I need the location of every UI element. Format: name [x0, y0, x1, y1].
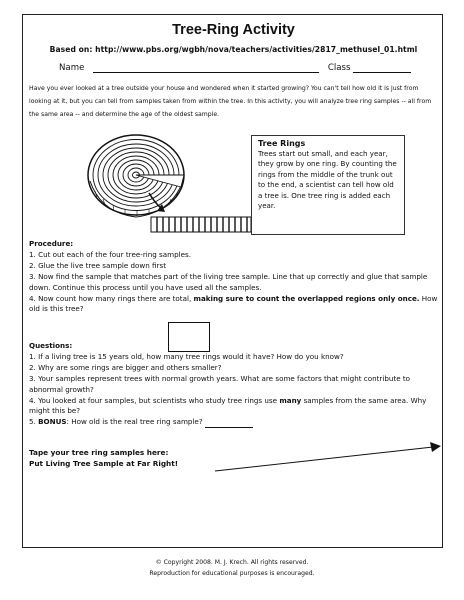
questions-heading: Questions:: [29, 341, 73, 350]
procedure-step-3: 3. Now find the sample that matches part of the living tree sample. Line that up correctly and glue that sample down. Continue this process until you have used all the samples.: [29, 271, 428, 292]
reproduction-line: Reproduction for educational purposes is encouraged.: [149, 569, 315, 577]
source-link[interactable]: Based on: http://www.pbs.org/wgbh/nova/teachers/activities/2817_methusel_01.html: [49, 45, 418, 54]
page-title: Tree-Ring Activity: [172, 22, 295, 38]
q5-number: 5.: [29, 417, 39, 427]
copyright-line: © Copyright 2008. M. J. Krech. All rights reserved.: [155, 559, 309, 566]
tape-line-2: Put Living Tree Sample at Far Right!: [29, 458, 179, 468]
class-blank[interactable]: [353, 63, 411, 73]
copyright-footer: [0, 558, 464, 579]
question-5: [29, 417, 439, 428]
tree-rings-info-box: [251, 135, 405, 235]
q4-text: 4. You looked at four samples, but scientists who study tree rings use: [29, 395, 280, 405]
bonus-answer-blank[interactable]: [205, 419, 253, 428]
procedure-step-1: 1. Cut out each of the four tree-ring samples.: [29, 249, 192, 259]
worksheet-page: [22, 14, 443, 548]
q4-end: samples from the same area. Why might this be?: [29, 395, 427, 416]
procedure-step-4: [29, 294, 439, 316]
step-4-emphasis: making sure to count the overlapped regions only once.: [193, 293, 420, 303]
name-blank[interactable]: [93, 63, 319, 73]
tree-rings-heading: Tree Rings: [258, 139, 306, 148]
questions-section: [29, 341, 439, 428]
name-label: Name: [59, 63, 85, 73]
question-1: 1. If a living tree is 15 years old, how many tree rings would it have? How do you know?: [29, 351, 344, 361]
tape-line-1: Tape your tree ring samples here:: [29, 448, 169, 457]
tree-rings-text: Trees start out small, and each year, they grow by one ring. By counting the rings from the middle of the trunk out to the end, a scientist can tell how old a tree is. One tree ring is added each year.: [258, 149, 397, 211]
q5-bonus: BONUS: [38, 417, 67, 427]
core-sample-icon: [151, 217, 251, 232]
procedure-section: [29, 239, 439, 315]
class-label: Class: [327, 63, 351, 73]
q5-text: : How old is the real tree ring sample?: [66, 417, 203, 427]
tape-instructions: [29, 448, 178, 469]
arrow-right-icon: [213, 435, 445, 475]
intro-paragraph: Have you ever looked at a tree outside your house and wondered when it started growing? You can't tell how old it is just from looking at it, but you can tell from samples taken from within the tree. In this activity, you will analyze tree ring samples -- all from the same area -- and determine the age of the oldest sample.: [29, 85, 432, 118]
procedure-heading: Procedure:: [29, 239, 74, 248]
name-class-row: [59, 63, 411, 73]
step-4-question: How old is this tree?: [29, 293, 438, 314]
procedure-step-2: 2. Glue the live tree sample down first: [29, 260, 166, 270]
step-4-text: 4. Now count how many rings there are total,: [29, 293, 194, 303]
q4-emphasis: many: [279, 395, 302, 405]
question-4: [29, 396, 439, 418]
question-3: 3. Your samples represent trees with normal growth years. What are some factors that might contribute to abnormal growth?: [29, 373, 411, 394]
question-2: 2. Why are some rings are bigger and others smaller?: [29, 362, 222, 372]
